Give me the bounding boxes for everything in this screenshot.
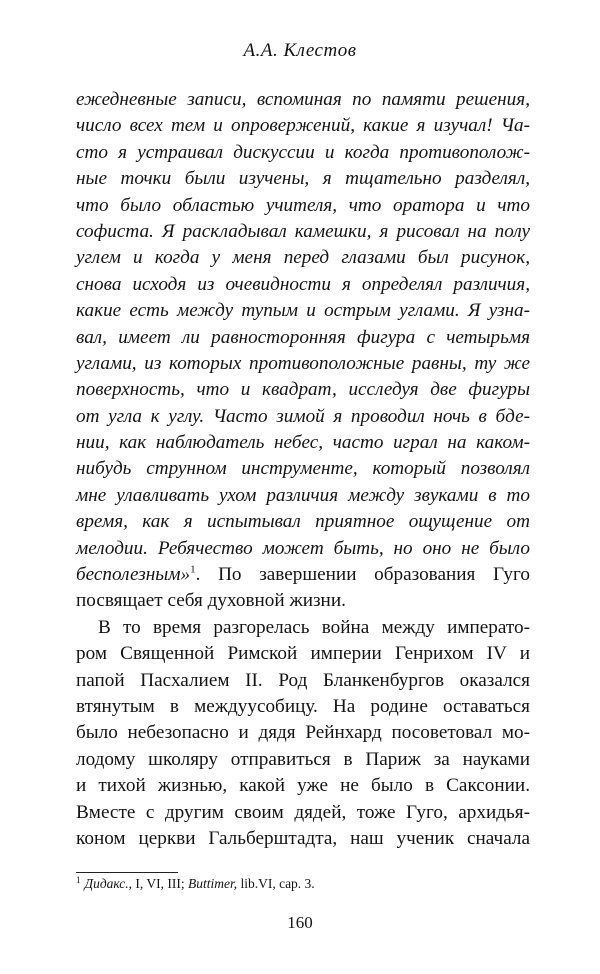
text-line: от угла к углу. Часто зимой я проводил ночь в бде- (76, 405, 530, 427)
text-line: ные точки были изучены, я тщательно разделял, (76, 168, 530, 190)
text-line: какие есть между тупым и острым углами. Я узна- (76, 300, 530, 322)
quote-continuation: . По завершении образования Гуго (195, 564, 530, 586)
text-line: сто я устраивал дискуссии и когда противополож- (76, 141, 530, 163)
footnote-ref-2: lib.VI, cap. 3. (237, 876, 315, 891)
text-line: нибудь струнном инструменте, который позволял (76, 458, 530, 480)
text-line: и тихой жизнью, какой уже не было в Саксонии. (76, 775, 530, 797)
body-text (76, 87, 530, 852)
footnote-number: 1 (76, 874, 81, 885)
text-line-mixed (76, 562, 530, 588)
text-line: софиста. Я раскладывал камешки, я рисовал на полу (76, 220, 530, 242)
running-head: А.А. Клестов (243, 40, 357, 61)
text-line: что было областью учителя, что оратора и что (76, 194, 530, 216)
text-line: снова исходя из очевидности я определял различия, (76, 273, 530, 295)
text-line: поверхность, что и квадрат, исследуя две фигуры (76, 379, 530, 401)
text-line: коном церкви Гальберштадта, наш ученик сначала (76, 827, 530, 849)
text-line: ром Священной Римской империи Генрихом IV и (76, 643, 530, 665)
footnote (76, 876, 315, 892)
text-line: углем и когда у меня перед глазами был рисунок, (76, 247, 530, 269)
footnote-title: Дидакс. (84, 876, 129, 891)
text-line: нии, как наблюдатель небес, часто играл на каком- (76, 432, 530, 454)
footnote-author: Buttimer, (187, 876, 238, 891)
text-line: мне улавливать ухом различия между звуками в то (76, 484, 530, 506)
paragraph-last-line: посвящает себя духовной жизни. (76, 590, 346, 612)
quote-end: бесполезным» (76, 564, 191, 586)
text-line: углами, из которых противоположные равны, ту же (76, 352, 530, 374)
text-line: время, как я испытывал приятное ощущение от (76, 511, 530, 533)
text-line: ежедневные записи, вспоминая по памяти решения, (76, 89, 530, 110)
footnote-marker[interactable]: 1 (190, 563, 196, 576)
text-line: втянутым в междуусобицу. На родине оставаться (76, 695, 530, 717)
footnote-ref: , I, VI, III; (128, 876, 188, 891)
text-line: было небезопасно и дядя Рейнхард посоветовал мо- (76, 722, 530, 744)
footnote-divider (76, 872, 178, 873)
page-number: 160 (287, 913, 313, 932)
text-line: Вместе с другим своим дядей, тоже Гуго, архидья- (76, 801, 530, 823)
text-line: папой Пасхалием II. Род Бланкенбургов оказался (76, 669, 530, 691)
paragraph-first-line: В то время разгорелась война между императо- (98, 616, 530, 638)
text-line: лодому школяру отправиться в Париж за науками (76, 748, 530, 770)
text-line: число всех тем и опровержений, какие я изучал! Ча- (76, 115, 530, 137)
text-line: мелодии. Ребячество может быть, но оно не было (76, 537, 530, 559)
text-line: вал, имеет ли равносторонняя фигура с четырьмя (76, 326, 530, 348)
